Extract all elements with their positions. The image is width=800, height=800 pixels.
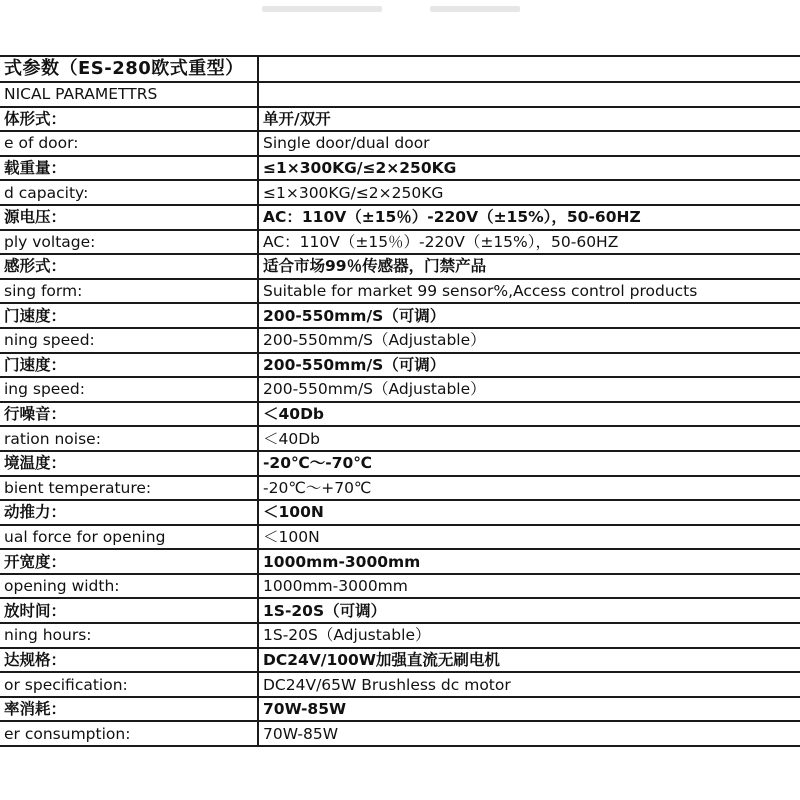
spec-label-cell <box>0 648 258 673</box>
spec-value-cell <box>258 328 800 353</box>
spec-label: 体形式： <box>4 109 67 128</box>
spec-label: ual force for opening <box>4 527 166 546</box>
table-title: 式参数（ES-280欧式重型） <box>4 58 244 79</box>
spec-label-cell <box>0 697 258 722</box>
spec-row <box>0 500 800 525</box>
spec-value-cell <box>258 205 800 230</box>
spec-row <box>0 353 800 378</box>
spec-value: 200-550mm/S（可调） <box>263 306 446 325</box>
spec-row <box>0 131 800 156</box>
spec-value: AC：110V（±15％）-220V（±15%），50-60HZ <box>263 232 619 251</box>
spec-label: er consumption: <box>4 724 131 743</box>
spec-value: ≤1×300KG/≤2×250KG <box>263 159 457 178</box>
spec-value-cell <box>258 549 800 574</box>
spec-row <box>0 156 800 181</box>
spec-value: Single door/dual door <box>263 134 430 153</box>
spec-table <box>0 55 800 747</box>
spec-row <box>0 402 800 427</box>
spec-row <box>0 303 800 328</box>
spec-label-cell <box>0 180 258 205</box>
spec-row <box>0 672 800 697</box>
spec-label-cell <box>0 574 258 599</box>
spec-value: DC24V/100W加强直流无刷电机 <box>263 650 500 669</box>
spec-value-cell <box>258 500 800 525</box>
spec-label: e of door: <box>4 134 79 153</box>
spec-value: 200-550mm/S（Adjustable） <box>263 380 486 399</box>
spec-value: ≤1×300KG/≤2×250KG <box>263 183 444 202</box>
spec-value-cell <box>258 672 800 697</box>
spec-value-cell <box>258 180 800 205</box>
spec-row <box>0 697 800 722</box>
spec-label-cell <box>0 230 258 255</box>
spec-label-cell <box>0 303 258 328</box>
subtitle-empty-cell <box>258 82 800 107</box>
spec-label-cell <box>0 205 258 230</box>
spec-value-cell <box>258 574 800 599</box>
spec-value-cell <box>258 254 800 279</box>
spec-label-cell <box>0 500 258 525</box>
spec-row <box>0 623 800 648</box>
spec-value-cell <box>258 279 800 304</box>
spec-label: 放时间： <box>4 601 67 620</box>
spec-value-cell <box>258 402 800 427</box>
title-cell <box>0 56 258 82</box>
table-subtitle: NICAL PARAMETTRS <box>4 85 158 104</box>
subtitle-cell <box>0 82 258 107</box>
spec-label-cell <box>0 623 258 648</box>
spec-value: 200-550mm/S（Adjustable） <box>263 331 486 350</box>
spec-row <box>0 254 800 279</box>
spec-value-cell <box>258 107 800 132</box>
spec-value: ＜100N <box>263 503 324 522</box>
spec-label-cell <box>0 549 258 574</box>
spec-label: 源电压： <box>4 208 67 227</box>
spec-label: sing form: <box>4 282 83 301</box>
spec-label: 达规格： <box>4 650 67 669</box>
title-row <box>0 56 800 82</box>
spec-label-cell <box>0 525 258 550</box>
spec-label: ply voltage: <box>4 232 96 251</box>
spec-value-cell <box>258 230 800 255</box>
spec-row <box>0 426 800 451</box>
spec-value-cell <box>258 623 800 648</box>
spec-label-cell <box>0 353 258 378</box>
subtitle-row <box>0 82 800 107</box>
spec-row <box>0 279 800 304</box>
spec-row <box>0 328 800 353</box>
spec-label-cell <box>0 721 258 746</box>
spec-row <box>0 648 800 673</box>
spec-label: 率消耗： <box>4 700 67 719</box>
spec-value: ＜40Db <box>263 429 320 448</box>
spec-value: 单开/双开 <box>263 109 331 128</box>
spec-value: ＜100N <box>263 527 320 546</box>
spec-value-cell <box>258 377 800 402</box>
spec-label-cell <box>0 451 258 476</box>
spec-label: 门速度： <box>4 306 67 325</box>
spec-value-cell <box>258 525 800 550</box>
spec-label: 感形式： <box>4 257 67 276</box>
spec-label-cell <box>0 377 258 402</box>
spec-value-cell <box>258 648 800 673</box>
spec-label-cell <box>0 402 258 427</box>
spec-value: -20℃～+70℃ <box>263 478 372 497</box>
spec-label: ning speed: <box>4 331 95 350</box>
spec-label: 境温度： <box>4 454 67 473</box>
spec-label: ning hours: <box>4 626 92 645</box>
spec-label-cell <box>0 672 258 697</box>
spec-label: ing speed: <box>4 380 85 399</box>
spec-label-cell <box>0 254 258 279</box>
spec-label: opening width: <box>4 577 120 596</box>
spec-row <box>0 205 800 230</box>
spec-value-cell <box>258 697 800 722</box>
spec-value-cell <box>258 476 800 501</box>
spec-label: 开宽度： <box>4 552 67 571</box>
spec-row <box>0 598 800 623</box>
spec-row <box>0 377 800 402</box>
spec-label: 载重量： <box>4 159 67 178</box>
spec-row <box>0 525 800 550</box>
spec-value-cell <box>258 451 800 476</box>
spec-value-cell <box>258 426 800 451</box>
spec-label-cell <box>0 476 258 501</box>
top-margin <box>0 0 800 55</box>
spec-value-cell <box>258 598 800 623</box>
spec-row <box>0 451 800 476</box>
spec-label: d capacity: <box>4 183 89 202</box>
spec-value: 200-550mm/S（可调） <box>263 355 446 374</box>
spec-label-cell <box>0 156 258 181</box>
spec-label-cell <box>0 598 258 623</box>
spec-row <box>0 230 800 255</box>
spec-label: 动推力： <box>4 503 67 522</box>
spec-value: ＜40Db <box>263 405 325 424</box>
spec-value: 1S-20S（Adjustable） <box>263 626 431 645</box>
faint-header-mark <box>262 6 382 12</box>
spec-row <box>0 549 800 574</box>
spec-value-cell <box>258 156 800 181</box>
spec-row <box>0 107 800 132</box>
spec-label: 门速度： <box>4 355 67 374</box>
spec-label: 行噪音： <box>4 405 67 424</box>
spec-row <box>0 180 800 205</box>
spec-value: Suitable for market 99 sensor%,Access control products <box>263 282 698 301</box>
spec-row <box>0 476 800 501</box>
spec-value: 70W-85W <box>263 700 347 719</box>
spec-value-cell <box>258 721 800 746</box>
spec-label: bient temperature: <box>4 478 152 497</box>
spec-value-cell <box>258 353 800 378</box>
spec-label-cell <box>0 279 258 304</box>
spec-label-cell <box>0 107 258 132</box>
spec-value: 1000mm-3000mm <box>263 577 408 596</box>
spec-value: 适合市场99％传感器，门禁产品 <box>263 257 487 276</box>
spec-row <box>0 574 800 599</box>
title-empty-cell <box>258 56 800 82</box>
spec-value-cell <box>258 131 800 156</box>
spec-table-body <box>0 56 800 746</box>
spec-label: or specification: <box>4 675 128 694</box>
spec-row <box>0 721 800 746</box>
spec-value: AC：110V（±15％）-220V（±15%），50-60HZ <box>263 208 641 227</box>
faint-header-mark <box>430 6 520 12</box>
spec-value: 1000mm-3000mm <box>263 552 421 571</box>
spec-value: -20℃～-70℃ <box>263 454 373 473</box>
spec-label: ration noise: <box>4 429 101 448</box>
spec-value: DC24V/65W Brushless dc motor <box>263 675 511 694</box>
spec-label-cell <box>0 426 258 451</box>
spec-value: 70W-85W <box>263 724 339 743</box>
spec-label-cell <box>0 328 258 353</box>
spec-value: 1S-20S（可调） <box>263 601 387 620</box>
spec-value-cell <box>258 303 800 328</box>
spec-label-cell <box>0 131 258 156</box>
